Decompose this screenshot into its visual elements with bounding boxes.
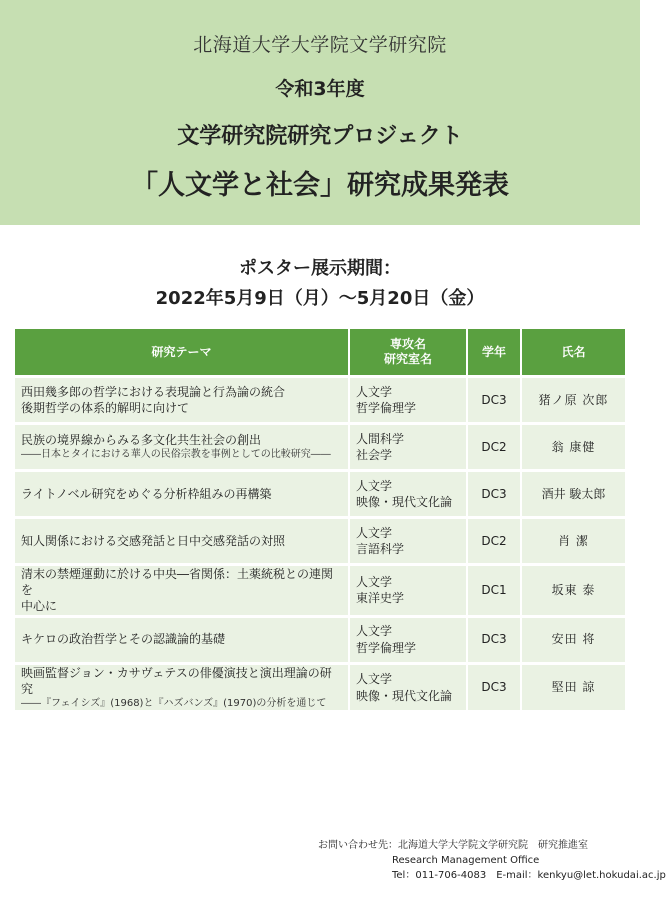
- major-cell: [349, 565, 467, 617]
- grade-cell: DC3: [467, 377, 521, 424]
- table-row: [15, 471, 625, 518]
- theme-cell: [15, 424, 349, 471]
- lab-name: 映像・現代文化論: [356, 688, 453, 703]
- table-header-row: [15, 329, 625, 377]
- major-cell: [349, 518, 467, 565]
- grade-cell: DC2: [467, 424, 521, 471]
- project-name: 文学研究院研究プロジェクト: [177, 124, 463, 149]
- name-cell: 翁 康健: [521, 424, 625, 471]
- theme-title: キケロの政治哲学とその認識論的基礎: [21, 632, 226, 647]
- lab-name: 哲学倫理学: [356, 640, 417, 655]
- lab-name: 映像・現代文化論: [356, 495, 453, 509]
- header-major: [349, 329, 467, 377]
- name-cell: 坂東 泰: [521, 565, 625, 617]
- contact-info: [318, 838, 666, 883]
- major-cell: [349, 663, 467, 710]
- name-cell: 安田 将: [521, 616, 625, 663]
- theme-subtitle: ――『フェイシズ』(1968)と『ハズバンズ』(1970)の分析を通じて: [21, 697, 327, 709]
- main-title: 「人文学と社会」研究成果発表: [131, 170, 509, 201]
- grade-cell: DC3: [467, 471, 521, 518]
- theme-cell: [15, 663, 349, 710]
- contact-tel-email: [318, 868, 666, 883]
- lab-name: 言語科学: [356, 542, 405, 556]
- name-cell: 肖 潔: [521, 518, 625, 565]
- major-cell: [349, 471, 467, 518]
- contact-org: 北海道大学大学院文学研究院 研究推進室: [398, 840, 588, 851]
- grade-cell: DC3: [467, 616, 521, 663]
- lab-name: 東洋史学: [356, 591, 405, 606]
- theme-title: 映画監督ジョン・カサヴェテスの俳優演技と演出理論の研究: [21, 665, 332, 696]
- header-theme: 研究テーマ: [15, 329, 349, 377]
- theme-title: 清末の禁煙運動に於ける中央―省関係：土薬統税との連関を: [21, 567, 334, 598]
- period-label: ポスター展示期間：: [239, 258, 401, 279]
- lab-name: 社会学: [356, 448, 393, 462]
- major-name: 人文学: [356, 624, 393, 639]
- theme-cell: [15, 518, 349, 565]
- header-major-line1: 専攻名: [389, 337, 426, 351]
- header-major-line2: 研究室名: [383, 352, 432, 366]
- major-name: 人文学: [356, 525, 393, 540]
- table-row: [15, 377, 625, 424]
- contact-label: お問い合わせ先：: [318, 840, 398, 851]
- theme-subtitle: 後期哲学の体系的解明に向けて: [21, 401, 190, 415]
- period-dates: 2022年5月9日（月）～5月20日（金）: [155, 288, 485, 309]
- theme-cell: [15, 471, 349, 518]
- header-name: 氏名: [521, 329, 625, 377]
- theme-title: 民族の境界線からみる多文化共生社会の創出: [21, 433, 262, 448]
- major-name: 人文学: [356, 672, 393, 687]
- name-cell: 猪ノ原 次郎: [521, 377, 625, 424]
- grade-cell: DC3: [467, 663, 521, 710]
- name-cell: 酒井 駿太郎: [521, 471, 625, 518]
- major-name: 人文学: [356, 384, 393, 399]
- fiscal-year: 令和3年度: [275, 78, 365, 100]
- header-grade: 学年: [467, 329, 521, 377]
- header-banner: [0, 0, 640, 225]
- projects-table: [15, 329, 625, 710]
- theme-subtitle: 中心に: [21, 599, 58, 614]
- name-cell: 堅田 諒: [521, 663, 625, 710]
- contact-tel: Tel：011-706-4083: [392, 870, 487, 881]
- table-row: [15, 518, 625, 565]
- institution-name: 北海道大学大学院文学研究院: [193, 34, 447, 56]
- lab-name: 哲学倫理学: [356, 401, 417, 415]
- theme-cell: [15, 616, 349, 663]
- grade-cell: DC1: [467, 565, 521, 617]
- major-cell: [349, 616, 467, 663]
- theme-cell: [15, 565, 349, 617]
- theme-title: ライトノベル研究をめぐる分析枠組みの再構築: [21, 486, 272, 501]
- theme-subtitle: ――日本とタイにおける華人の民俗宗教を事例としての比較研究――: [21, 449, 331, 461]
- major-cell: [349, 424, 467, 471]
- major-name: 人文学: [356, 575, 393, 590]
- table-row: [15, 616, 625, 663]
- major-name: 人間科学: [356, 431, 405, 446]
- contact-office-en: Research Management Office: [392, 855, 540, 866]
- major-cell: [349, 377, 467, 424]
- theme-title: 知人関係における交感発話と日中交感発話の対照: [21, 533, 286, 548]
- contact-email: E-mail：kenkyu@let.hokudai.ac.jp: [496, 870, 666, 881]
- table-row: [15, 424, 625, 471]
- theme-title: 西田幾多郎の哲学における表現論と行為論の統合: [21, 384, 286, 399]
- table-row: [15, 663, 625, 710]
- grade-cell: DC2: [467, 518, 521, 565]
- table-row: [15, 565, 625, 617]
- major-name: 人文学: [356, 478, 393, 493]
- theme-cell: [15, 377, 349, 424]
